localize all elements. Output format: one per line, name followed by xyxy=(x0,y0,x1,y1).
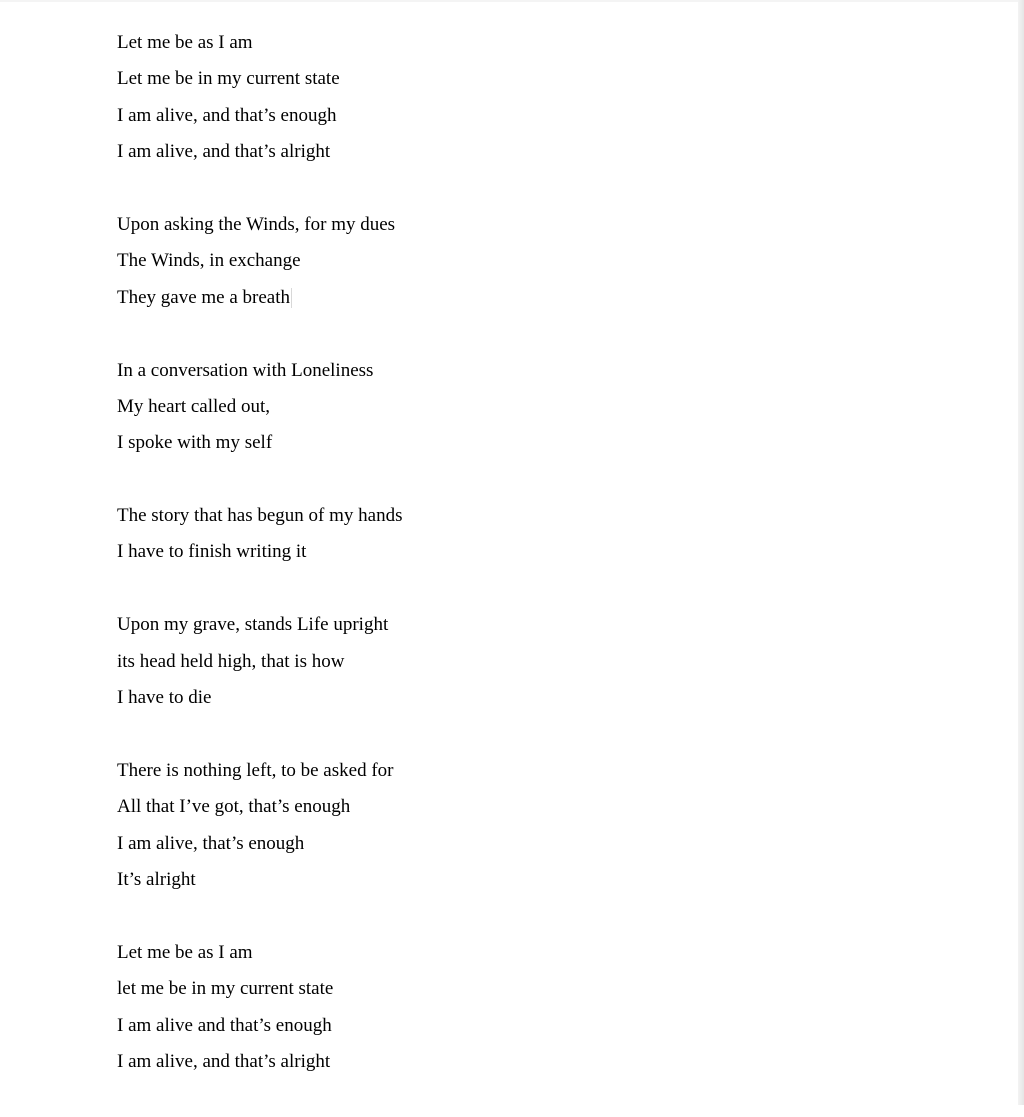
poem-line: It’s alright xyxy=(117,868,196,890)
poem-line: I am alive, and that’s alright xyxy=(117,141,331,163)
page-edge-shadow xyxy=(1018,0,1024,1105)
stanza-4 xyxy=(117,498,402,571)
page-top-edge xyxy=(0,0,1018,2)
poem-line: its head held high, that is how xyxy=(117,650,345,672)
poem-line: I am alive and that’s enough xyxy=(117,1014,332,1036)
poem-line: Let me be as I am xyxy=(117,32,253,53)
poem-line: Upon my grave, stands Life upright xyxy=(117,614,389,636)
text-cursor xyxy=(291,288,292,308)
poem-line: Let me be as I am xyxy=(117,941,253,963)
poem-line: I have to die xyxy=(117,687,212,709)
poem-line: I am alive, and that’s enough xyxy=(117,104,337,126)
poem-line: Let me be in my current state xyxy=(117,68,340,90)
stanza-5 xyxy=(117,607,402,716)
stanza-3 xyxy=(117,353,402,462)
stanza-7 xyxy=(117,935,402,1081)
poem-body xyxy=(117,25,402,1117)
poem-line: let me be in my current state xyxy=(117,978,334,1000)
stanza-6 xyxy=(117,753,402,899)
poem-line-text: They gave me a breath xyxy=(117,286,291,308)
poem-line: I am alive, that’s enough xyxy=(117,832,305,854)
poem-line-with-cursor xyxy=(117,280,402,316)
poem-line: My heart called out, xyxy=(117,395,271,417)
poem-line: I have to finish writing it xyxy=(117,541,307,563)
stanza-2 xyxy=(117,207,402,316)
poem-line: There is nothing left, to be asked for xyxy=(117,759,394,781)
poem-line: In a conversation with Loneliness xyxy=(117,359,374,381)
stanza-1 xyxy=(117,25,402,171)
poem-line: The story that has begun of my hands xyxy=(117,505,403,527)
poem-line: Upon asking the Winds, for my dues xyxy=(117,213,396,235)
poem-line: I am alive, and that’s alright xyxy=(117,1050,331,1072)
poem-line: The Winds, in exchange xyxy=(117,250,301,272)
poem-line: I spoke with my self xyxy=(117,432,273,454)
poem-line: All that I’ve got, that’s enough xyxy=(117,796,351,818)
